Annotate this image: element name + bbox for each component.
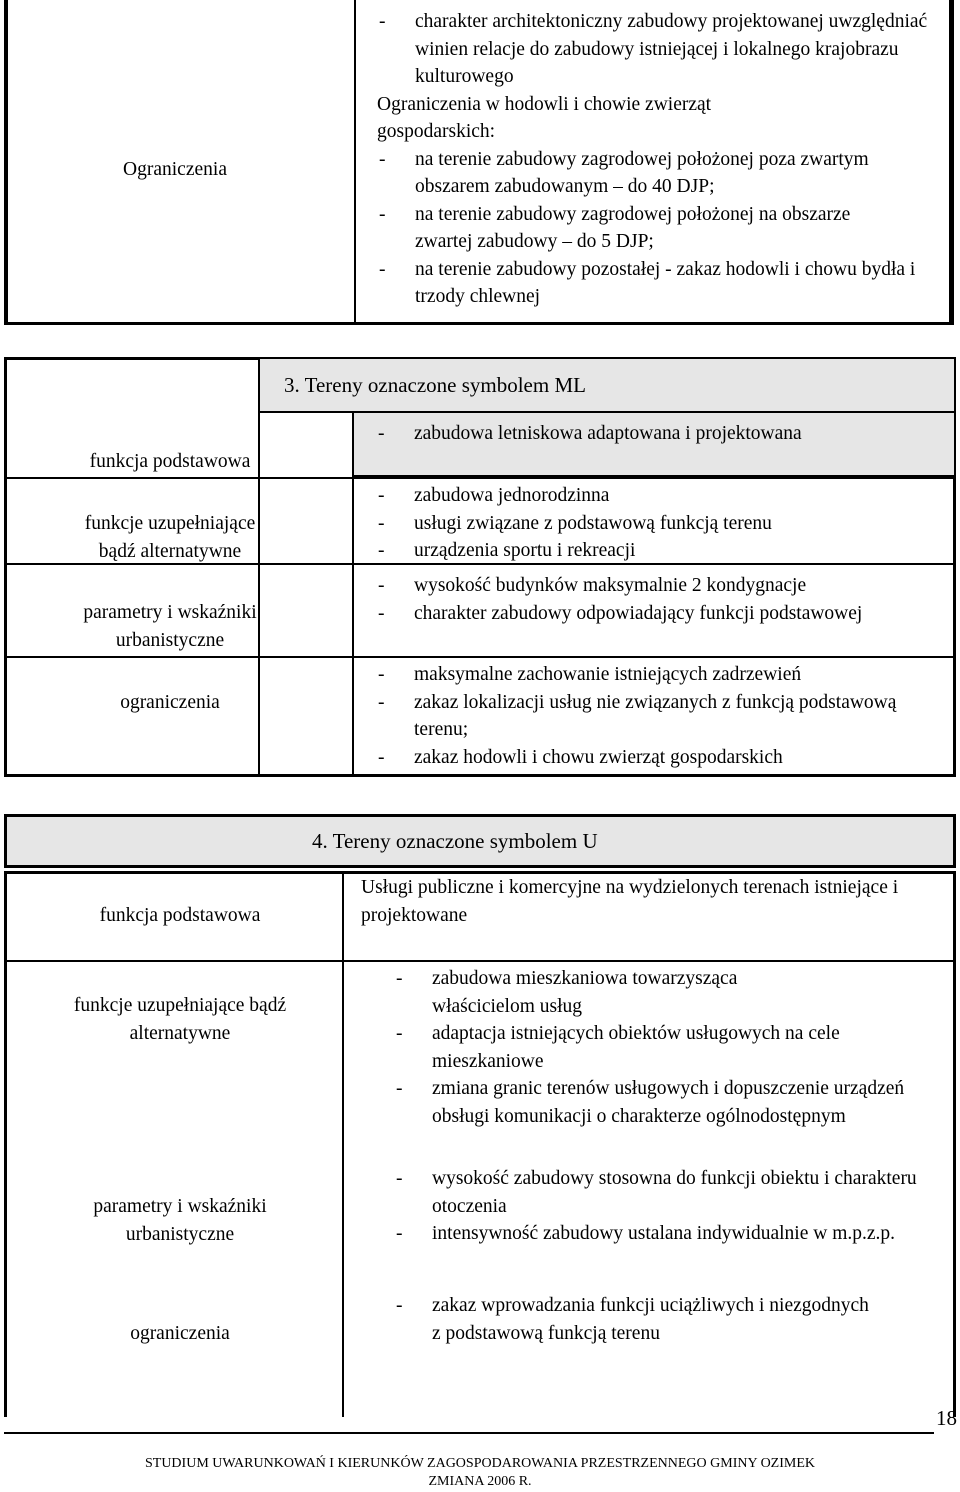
footer-title: STUDIUM UWARUNKOWAŃ I KIERUNKÓW ZAGOSPODAROWANIA PRZESTRZENNEGO GMINY OZIMEK: [144, 1456, 816, 1471]
list-item: - wysokość zabudowy stosowna do funkcji obiektu i charakteru otoczenia: [396, 1168, 917, 1217]
list-item: - usługi związane z podstawową funkcją terenu: [378, 512, 772, 534]
list-item: - maksymalne zachowanie istniejących zadrzewień: [378, 664, 802, 685]
row-label-ograniczenia: Ograniczenia: [123, 159, 227, 180]
ml-list-ograniczenia: [376, 661, 916, 771]
top-list-1: [377, 8, 947, 91]
list-item: - charakter zabudowy odpowiadający funkcji podstawowej: [378, 602, 863, 624]
u-label-ograniczenia: ograniczenia: [130, 1323, 230, 1344]
page-number: 18: [936, 1406, 957, 1430]
list-item: - na terenie zabudowy pozostałej - zakaz hodowli i chowu bydła i trzody chlewnej: [379, 258, 916, 307]
u-list-parametry: [394, 1165, 949, 1248]
ml-list-uzupelniajace: [376, 482, 946, 565]
u-list-uzupelniajace: [394, 965, 949, 1130]
list-item: - zabudowa letniskowa adaptowana i projektowana: [378, 423, 802, 444]
ml-label-ograniczenia: ograniczenia: [120, 692, 220, 713]
paragraph: Ograniczenia w hodowli i chowie zwierząt gospodarskich:: [377, 93, 712, 142]
list-item: - urządzenia sportu i rekreacji: [378, 540, 636, 561]
list-item: - na terenie zabudowy zagrodowej położonej poza zwartym obszarem zabudowanym – do 40 DJP;: [379, 148, 869, 197]
ml-label-funkcja-podstawowa: funkcja podstawowa: [89, 451, 251, 472]
top-list-2: [377, 146, 947, 311]
list-item: - charakter architektoniczny zabudowy projektowanej uwzględniać winien relacje do zabudowy istniejącej i lokalnego krajobrazu kulturowego: [379, 11, 928, 87]
u-label-funkcja-podstawowa: funkcja podstawowa: [99, 905, 261, 926]
section-ml-title: 3. Tereny oznaczone symbolem ML: [284, 373, 586, 397]
list-item: - zakaz lokalizacji usług nie związanych z funkcją podstawową terenu;: [378, 691, 897, 740]
top-content: [377, 8, 947, 311]
ml-label-funkcje-uzupelniajace: funkcje uzupełniające bądź alternatywne: [84, 513, 256, 562]
list-item: - zmiana granic terenów usługowych i dopuszczenie urządzeń obsługi komunikacji o charakterze ogólnodostępnym: [396, 1078, 905, 1127]
list-item: - adaptacja istniejących obiektów usługowych na cele mieszkaniowe: [396, 1023, 840, 1072]
u-label-funkcje-uzupelniajace: funkcje uzupełniające bądź alternatywne: [73, 995, 287, 1044]
list-item: - zabudowa jednorodzinna: [378, 485, 610, 506]
ml-label-parametry: parametry i wskaźniki urbanistyczne: [83, 602, 257, 651]
list-item: - zabudowa mieszkaniowa towarzysząca właścicielom usług: [396, 968, 738, 1017]
footer-subtitle: ZMIANA 2006 R.: [428, 1474, 532, 1489]
list-item: - intensywność zabudowy ustalana indywidualnie w m.p.z.p.: [396, 1223, 896, 1244]
list-item: - zakaz hodowli i chowu zwierząt gospodarskich: [378, 746, 783, 768]
ml-list-podstawowa: [376, 420, 946, 448]
list-item: - na terenie zabudowy zagrodowej położonej na obszarze zwartej zabudowy – do 5 DJP;: [379, 203, 851, 252]
u-list-ograniczenia: [394, 1292, 949, 1347]
list-item: - wysokość budynków maksymalnie 2 kondygnacje: [378, 575, 807, 596]
list-item: - zakaz wprowadzania funkcji uciążliwych i niezgodnych z podstawową funkcją terenu: [396, 1295, 869, 1344]
u-text-podstawowa: Usługi publiczne i komercyjne na wydzielonych terenach istniejące i projektowane: [361, 877, 899, 926]
ml-list-parametry: [376, 572, 916, 627]
section-u-title: 4. Tereny oznaczone symbolem U: [312, 829, 598, 853]
u-label-parametry: parametry i wskaźniki urbanistyczne: [93, 1196, 267, 1245]
